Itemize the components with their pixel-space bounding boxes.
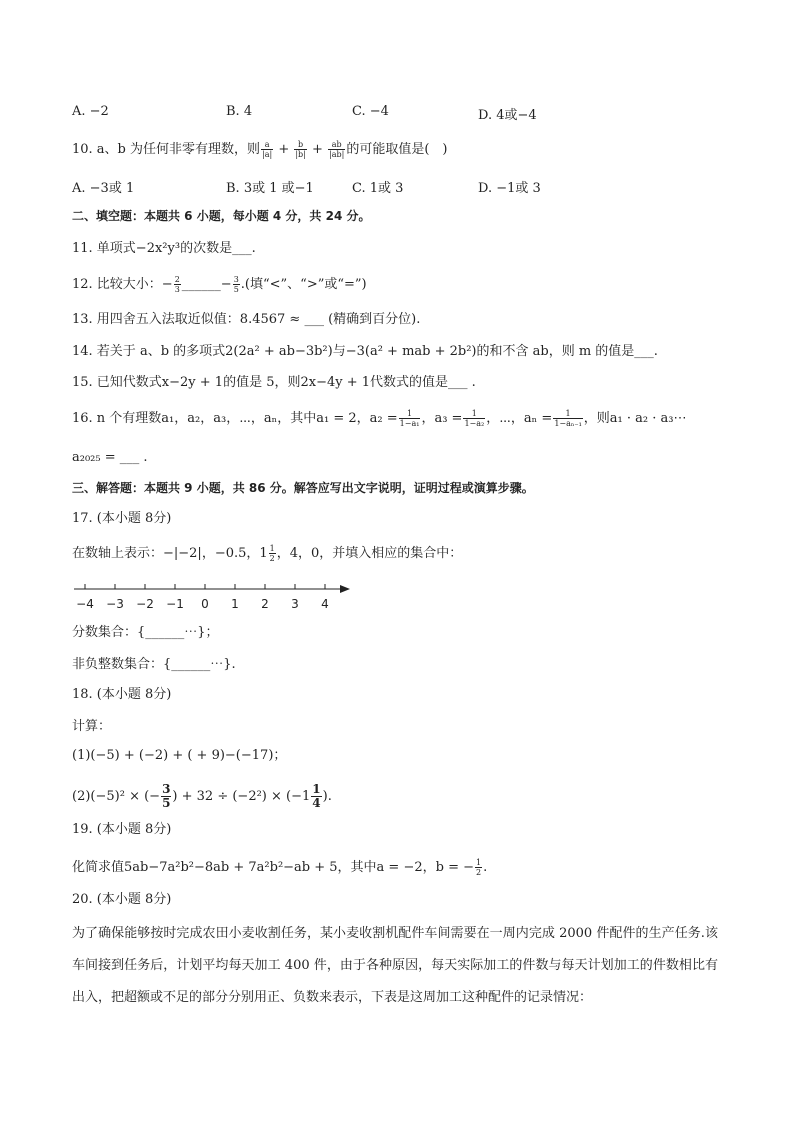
question-15: 15. 已知代数式x−2y + 1的值是 5，则2x−4y + 1代数式的值是___ . [72, 375, 476, 390]
q16-frac-3: $\frac{1}{\text{1−aₙ₋₁}}$ [554, 409, 582, 428]
question-12: 12. 比较大小：− $\frac{2}{3}$ ______− $\frac{3}{5}$ .(填“<”、“>”或“=”) [72, 275, 367, 294]
q17-fraction-set: 分数集合：{______⋯}； [72, 625, 219, 640]
q16-frac-1: $\frac{1}{\text{1−a₁}}$ [399, 409, 420, 428]
q9-option-d: D. 4或−4 [478, 108, 537, 123]
q9-option-c: C. −4 [352, 104, 389, 119]
q20-paragraph: 为了确保能够按时完成农田小麦收割任务，某小麦收割机配件车间需要在一周内完成 2000 件配件的生产任务.该车间接到任务后，计划平均每天加工 400 件，由于各种原因，每天实际加工的件数与每天计划加工的件数相比有出入，把超额或不足的部分分别用正、负数来表示，下表是这周加工这种配件的记录情况： [72, 926, 718, 1005]
number-line-tick-label: 1 [231, 597, 239, 611]
question-16: 16. n 个有理数a₁，a₂，a₃，⋯，aₙ，其中a₁ = 2，a₂ = $\frac{1}{\text{1−a₁}}$ ，a₃ = $\frac{1}{\text{1−a₂}}$ ，⋯，aₙ = $\frac{1}{\text{1−aₙ₋₁}}$ ，则a₁ · a₂ · a₃⋯ [72, 409, 687, 428]
q17-heading: 17. (本小题 8分) [72, 511, 172, 526]
q10-suffix: 的可能取值是( ) [346, 142, 448, 157]
number-line-arrow-icon [340, 585, 350, 593]
q12-frac-1: $\frac{2}{3}$ [174, 275, 180, 294]
q18-intro: 计算： [72, 719, 112, 734]
number-line-tick-label: −2 [136, 597, 154, 611]
q17-mixed-frac: $\frac{1}{2}$ [269, 544, 275, 563]
question-14: 14. 若关于 a、b 的多项式2(2a² + ab−3b²)与−3(a² + mab + 2b²)的和不含 ab，则 m 的值是___. [72, 344, 658, 359]
q10-frac-ab: $\frac{ab}{|ab|}$ [329, 140, 345, 159]
q17-text: 在数轴上表示：−|−2|，−0.5，1 $\frac{1}{2}$ ，4，0，并填入相应的集合中： [72, 544, 463, 563]
question-16-line-2: a₂₀₂₅ = ___ . [72, 450, 148, 465]
q10-prefix: 10. a、b 为任何非零有理数，则 [72, 142, 261, 157]
number-line-tick-label: 4 [321, 597, 329, 611]
q19-heading: 19. (本小题 8分) [72, 822, 172, 837]
q10-option-b: B. 3或 1 或−1 [226, 181, 314, 196]
number-line-tick-label: −1 [166, 597, 184, 611]
q18-expression-2: (2)(−5)² × (− $\frac{3}{5}$ ) + 32 ÷ (−2²) × (−1 $\frac{1}{4}$ ). [72, 782, 332, 810]
q10-option-c: C. 1或 3 [352, 181, 404, 196]
q9-option-a: A. −2 [72, 104, 109, 119]
q16-frac-2: $\frac{1}{\text{1−a₂}}$ [464, 409, 485, 428]
q20-heading: 20. (本小题 8分) [72, 892, 172, 907]
number-line [70, 578, 360, 614]
q10-option-d: D. −1或 3 [478, 181, 541, 196]
number-line-tick-label: 2 [261, 597, 269, 611]
q10-frac-a: $\frac{a}{|a|}$ [262, 140, 273, 159]
q18-expression-1: (1)(−5) + (−2) + ( + 9)−(−17)； [72, 748, 287, 763]
q18-heading: 18. (本小题 8分) [72, 687, 172, 702]
q9-option-b: B. 4 [226, 104, 253, 119]
section-2-heading: 二、填空题：本题共 6 小题，每小题 4 分，共 24 分。 [72, 209, 371, 223]
number-line-tick-label: −4 [76, 597, 94, 611]
q19-frac: $\frac{1}{2}$ [476, 858, 482, 877]
number-line-tick-label: 3 [291, 597, 299, 611]
q10-option-a: A. −3或 1 [72, 181, 135, 196]
q17-nonneg-integer-set: 非负整数集合：{______⋯}. [72, 657, 236, 672]
q19-text: 化简求值5ab−7a²b²−8ab + 7a²b²−ab + 5，其中a = −2，b = − $\frac{1}{2}$ . [72, 858, 488, 877]
q18-frac: $\frac{3}{5}$ [162, 782, 171, 810]
section-3-heading: 三、解答题：本题共 9 小题，共 86 分。解答应写出文字说明，证明过程或演算步骤。 [72, 481, 534, 495]
question-11: 11. 单项式−2x²y³的次数是___. [72, 241, 256, 256]
q18-mixed-frac: $\frac{1}{4}$ [312, 782, 321, 810]
question-10: 10. a、b 为任何非零有理数，则 $\frac{a}{|a|}$ + $\frac{b}{|b|}$ + $\frac{ab}{|ab|}$ 的可能取值是( ) [72, 140, 448, 159]
number-line-tick-label: −3 [106, 597, 124, 611]
q12-frac-2: $\frac{3}{5}$ [233, 275, 239, 294]
question-13: 13. 用四舍五入法取近似值：8.4567 ≈ ___ (精确到百分位). [72, 312, 421, 327]
q10-frac-b: $\frac{b}{|b|}$ [295, 140, 306, 159]
number-line-tick-label: 0 [201, 597, 209, 611]
